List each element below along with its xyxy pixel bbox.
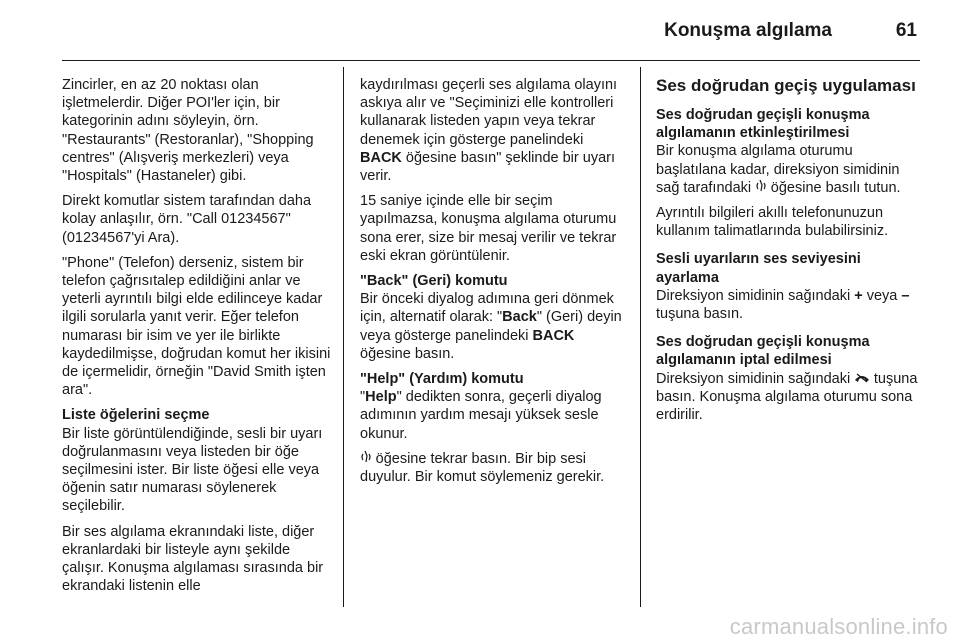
section-heading: "Back" (Geri) komutu (360, 273, 508, 290)
paragraph: Direksiyon simidinin sağındaki tuşuna basın. Konuşma algılama oturumu sona erdirilir. (656, 370, 918, 424)
column-divider-1 (343, 67, 344, 607)
page-title: Konuşma algılama (664, 20, 832, 41)
paragraph: Bir konuşma algılama oturumu başlatılana kadar, direksiyon simidinin sağ tarafındaki öğesine basılı tutun. (656, 143, 901, 196)
page-header (62, 0, 920, 61)
page-number: 61 (895, 20, 917, 41)
section-heading: Liste öğelerini seçme (62, 407, 210, 424)
paragraph: Direkt komutlar sistem tarafından daha kolay anlaşılır, örn. "Call 01234567" (01234567'yi Ara). (62, 193, 312, 246)
paragraph: kaydırılması geçerli ses algılama olayını askıya alır ve "Seçiminizi elle kontrolleri kullanarak listeden yapın veya tekrar denemek için gösterge panelindeki BACK öğesine basın" şeklinde bir uyarı verir. (360, 77, 618, 185)
section-heading: Ses doğrudan geçişli konuşma algılamanın iptal edilmesi (656, 334, 870, 369)
column-divider-2 (640, 67, 641, 607)
paragraph: Bir önceki diyalog adımına geri dönmek için, alternatif olarak: "Back" (Geri) deyin veya gösterge panelindeki BACK öğesine basın. (360, 291, 622, 362)
voice-command-icon (755, 180, 771, 195)
minus-symbol: – (901, 287, 910, 304)
column-3 (656, 76, 924, 431)
chapter-heading: Ses doğrudan geçiş uygulaması (656, 76, 916, 95)
section-heading: Sesli uyarıların ses seviyesini ayarlama (656, 251, 861, 286)
column-2 (360, 76, 628, 493)
paragraph: Direksiyon simidinin sağındaki + veya – tuşuna basın. (656, 287, 910, 323)
section-heading: "Help" (Yardım) komutu (360, 371, 524, 388)
phone-hangup-icon (854, 371, 874, 386)
paragraph: Bir liste görüntülendiğinde, sesli bir uyarı doğrulanmasını veya listeden bir öğe seçilmesini ister. Bir liste öğesi elle veya öğenin satır numarası söylenerek seçilebilir. (62, 425, 323, 515)
paragraph: Zincirler, en az 20 noktası olan işletmelerdir. Diğer POI'ler için, bir kategorinin adını söyleyin, örn. "Restaurants" (Restoranlar), "Shopping centres" (Alışveriş merkezleri) veya "Hospitals" (Hastaneler) gibi. (62, 77, 314, 185)
paragraph: "Help" dedikten sonra, geçerli diyalog adımının yardım mesajı yüksek sesle okunur. (360, 389, 602, 442)
section-heading: Ses doğrudan geçişli konuşma algılamanın etkinleştirilmesi (656, 107, 870, 142)
paragraph: "Phone" (Telefon) derseniz, sistem bir telefon çağrısıtalep edildiğini anlar ve yeterli ayrıntılı bilgi elde edilinceye kadar ilgili sorularla yanıt verir. Eğer telefon numarası bir isim ve yer ile birlikte kaydedilmişse, doğrudan komut her ikisini de içermelidir, örneğin "David Smith işten ara". (62, 254, 331, 399)
paragraph: 15 saniye içinde elle bir seçim yapılmazsa, konuşma algılama oturumu sona erer, size bir mesaj verilir ve tekrar eski ekran görüntülenir. (360, 193, 617, 264)
column-1 (62, 76, 332, 602)
voice-command-icon (360, 451, 376, 466)
paragraph: Bir ses algılama ekranındaki liste, diğer ekranlardaki bir listeyle aynı şekilde çalışır. Konuşma algılaması sırasında bir ekrandaki listenin elle (62, 523, 324, 595)
paragraph: öğesine tekrar basın. Bir bip sesi duyulur. Bir komut söylemeniz gerekir. (360, 450, 605, 486)
watermark: carmanualsonline.info (729, 614, 948, 639)
paragraph: Ayrıntılı bilgileri akıllı telefonunuzun kullanım talimatlarında bulabilirsiniz. (656, 205, 889, 240)
plus-symbol: + (854, 287, 863, 304)
